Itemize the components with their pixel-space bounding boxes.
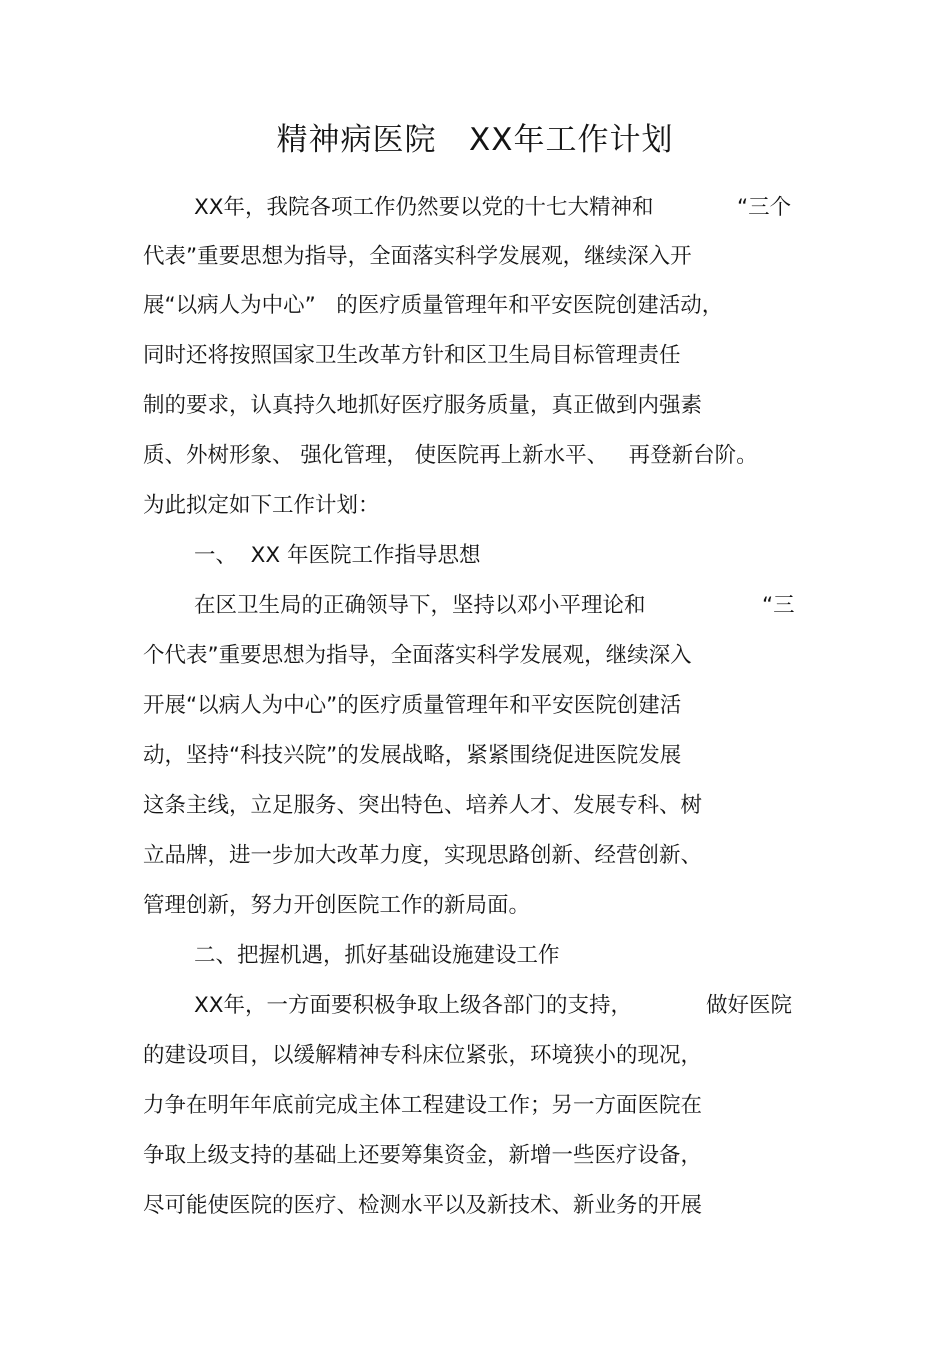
text-line: 在区卫生局的正确领导下，坚持以邓小平理论和 bbox=[194, 593, 646, 618]
text-line: “三 bbox=[762, 593, 795, 618]
text-line: XX年，我院各项工作仍然要以党的十七大精神和 bbox=[194, 195, 654, 220]
text-line: “三个 bbox=[737, 195, 792, 220]
text-line: 做好医院 bbox=[706, 993, 793, 1018]
document-title: 精神病医院 XX年工作计划 bbox=[276, 122, 674, 158]
text-line: 展“以病人为中心” 的医疗质量管理年和平安医院创建活动， bbox=[143, 293, 724, 318]
text-line: 的建设项目，以缓解精神专科床位紧张，环境狭小的现况， bbox=[143, 1043, 703, 1068]
text-line: 制的要求，认真持久地抓好医疗服务质量，真正做到内强素 bbox=[143, 393, 703, 418]
section-heading: 二、把握机遇，抓好基础设施建设工作 bbox=[194, 943, 560, 968]
text-line: 代表”重要思想为指导，全面落实科学发展观，继续深入开 bbox=[143, 244, 692, 269]
text-line: 开展“以病人为中心”的医疗质量管理年和平安医院创建活 bbox=[143, 693, 682, 718]
text-line: 为此拟定如下工作计划： bbox=[143, 493, 380, 518]
text-line: 争取上级支持的基础上还要筹集资金，新增一些医疗设备， bbox=[143, 1143, 703, 1168]
text-line: 尽可能使医院的医疗、检测水平以及新技术、新业务的开展 bbox=[143, 1193, 703, 1218]
text-line: XX年，一方面要积极争取上级各部门的支持， bbox=[194, 993, 632, 1018]
text-line: 动，坚持“科技兴院”的发展战略，紧紧围绕促进医院发展 bbox=[143, 743, 682, 768]
text-line: 这条主线，立足服务、突出特色、培养人才、发展专科、树 bbox=[143, 793, 703, 818]
text-line: 力争在明年年底前完成主体工程建设工作；另一方面医院在 bbox=[143, 1093, 703, 1118]
text-line: 管理创新，努力开创医院工作的新局面。 bbox=[143, 893, 531, 918]
text-line: 同时还将按照国家卫生改革方针和区卫生局目标管理责任 bbox=[143, 343, 681, 368]
section-heading: 一、 XX 年医院工作指导思想 bbox=[194, 543, 481, 568]
text-line: 个代表”重要思想为指导，全面落实科学发展观，继续深入 bbox=[143, 643, 692, 668]
text-line: 质、外树形象、 强化管理， 使医院再上新水平、 再登新台阶。 bbox=[143, 443, 758, 468]
text-line: 立品牌，进一步加大改革力度，实现思路创新、经营创新、 bbox=[143, 843, 703, 868]
